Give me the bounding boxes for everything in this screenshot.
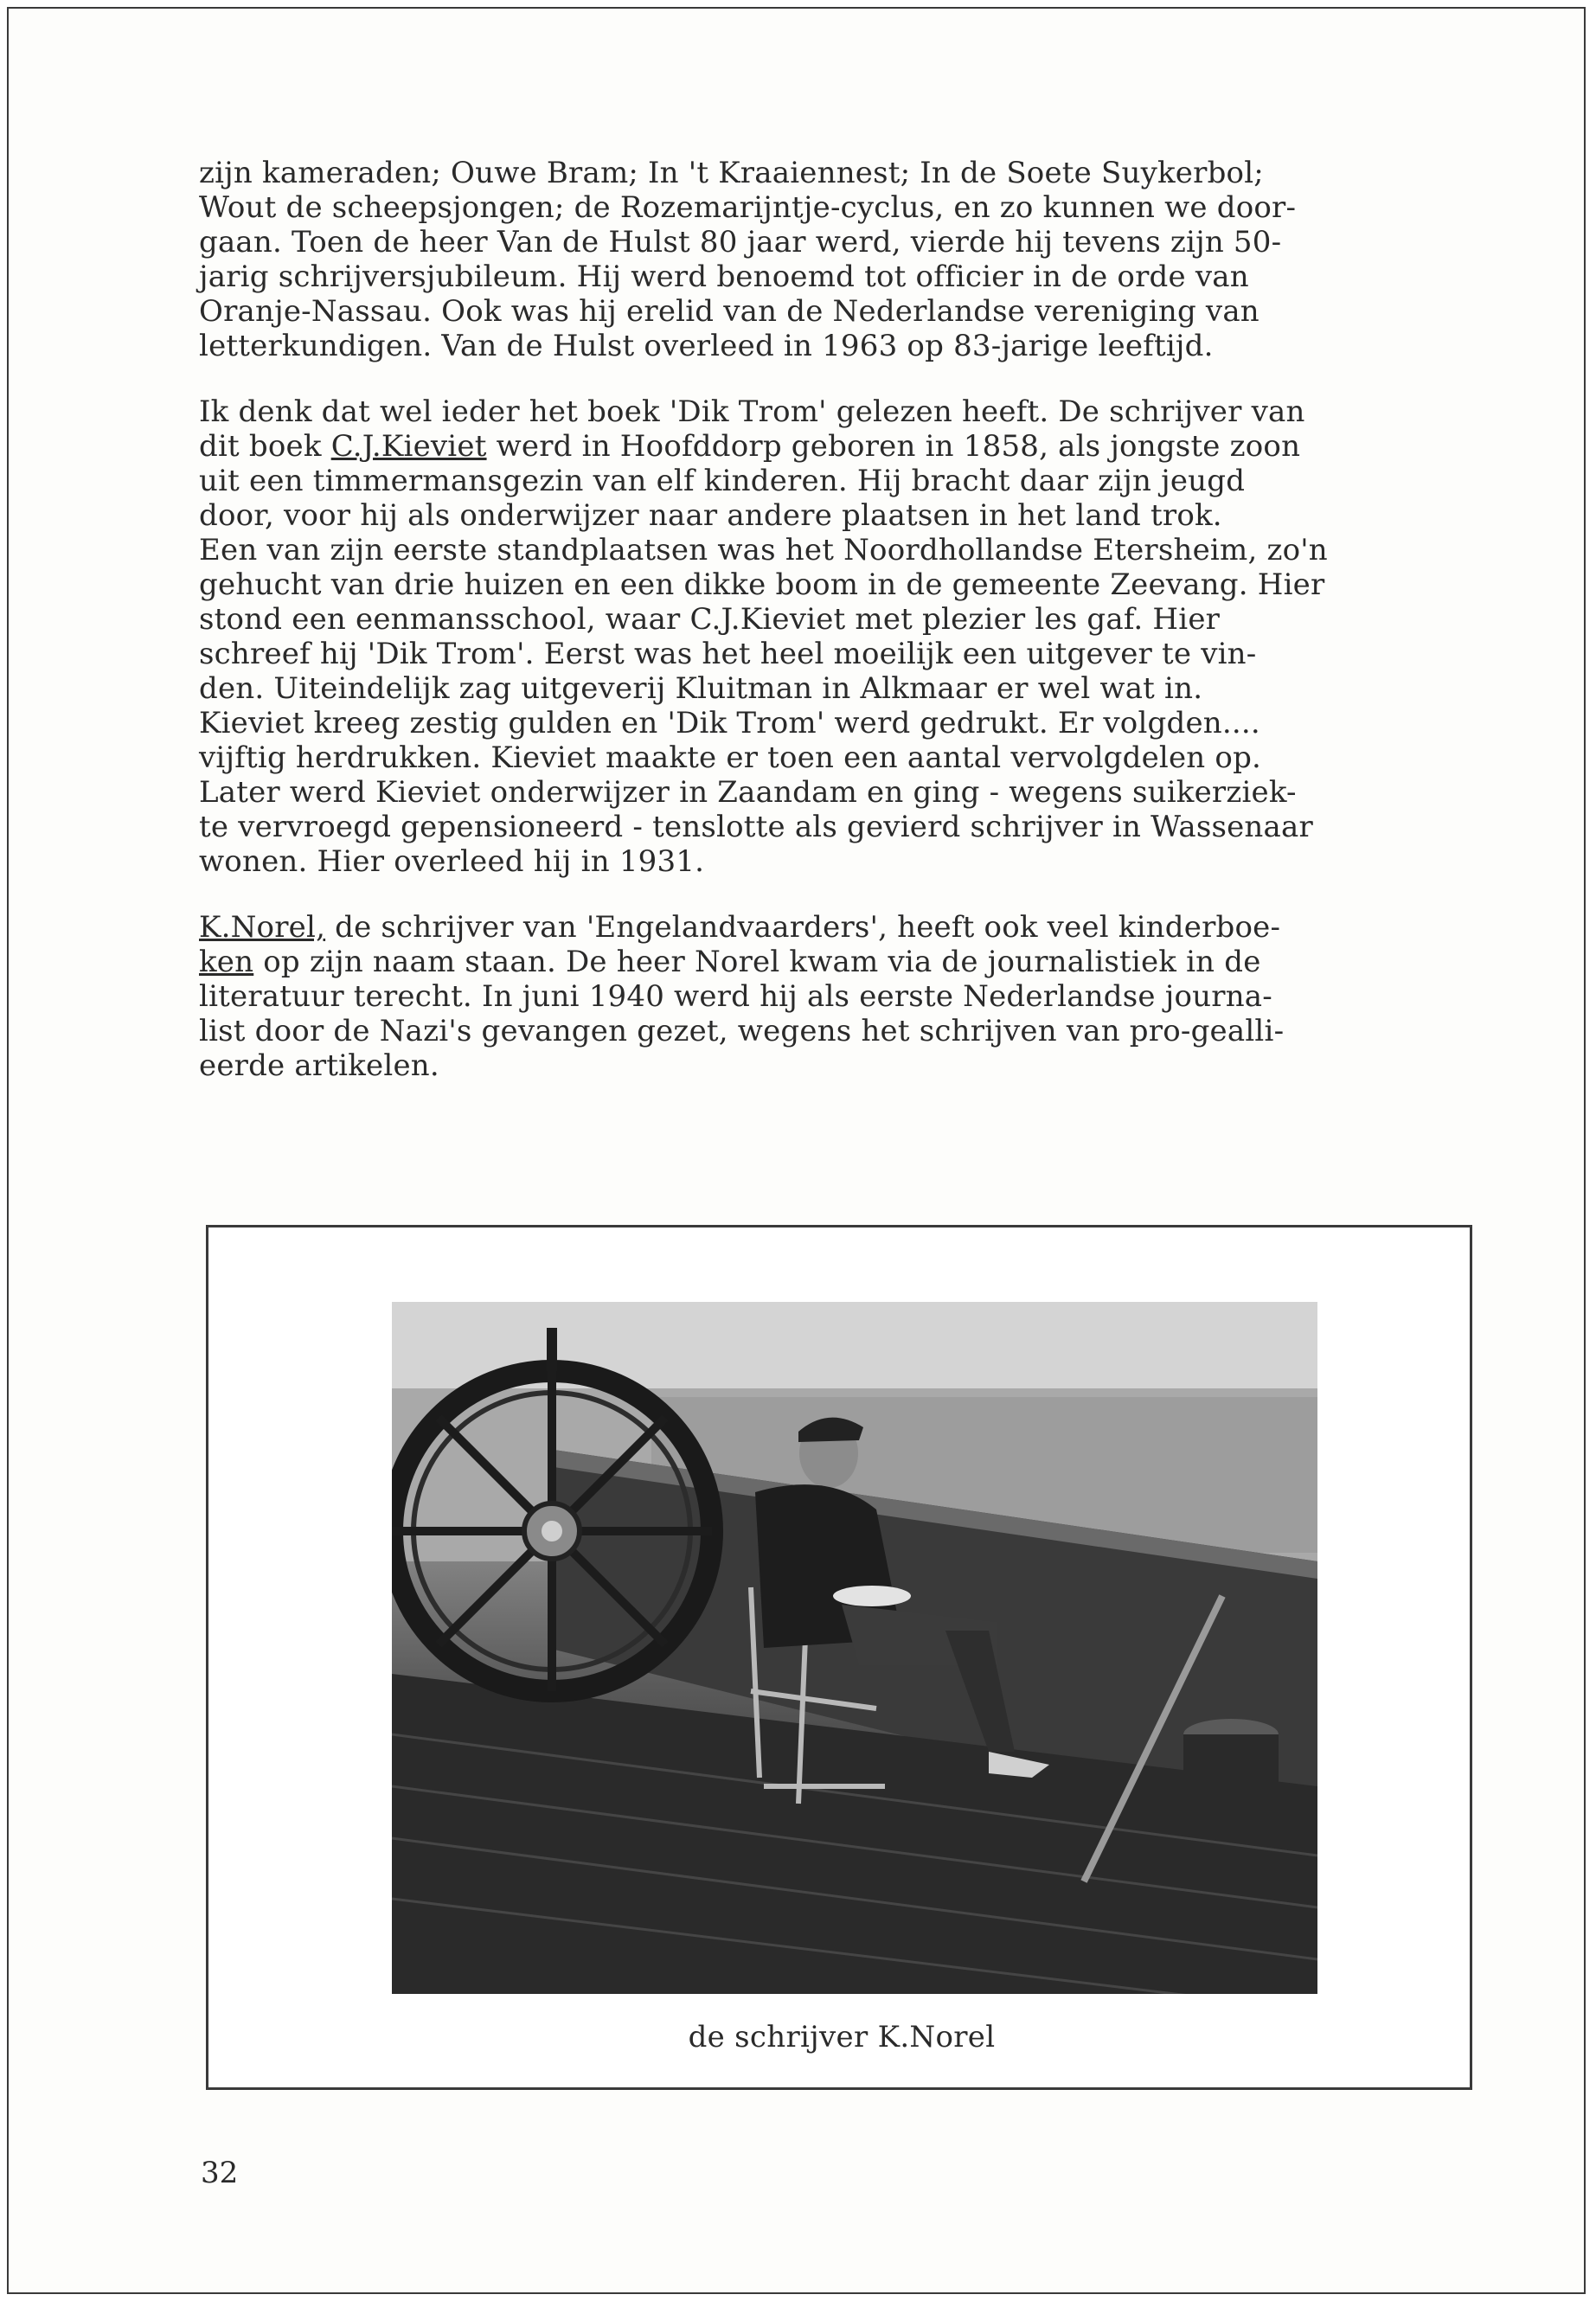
text-line: wonen. Hier overleed hij in 1931. — [199, 844, 705, 879]
paragraph-kieviet — [199, 394, 1479, 879]
text-line: jarig schrijversjubileum. Hij werd benoemd tot officier in de orde van — [199, 260, 1249, 294]
author-name-kieviet: C.J.Kieviet — [330, 429, 487, 464]
text-fragment: op zijn naam staan. De heer Norel kwam via de journalistiek in de — [253, 945, 1261, 979]
text-line: den. Uiteindelijk zag uitgeverij Kluitman in Alkmaar er wel wat in. — [199, 671, 1203, 706]
body-text — [199, 156, 1479, 1114]
text-line: te vervroegd gepensioneerd - tenslotte als gevierd schrijver in Wassenaar — [199, 810, 1313, 844]
text-line — [199, 910, 1479, 945]
text-fragment-underlined: ken — [199, 945, 254, 979]
text-line: door, voor hij als onderwijzer naar andere plaatsen in het land trok. — [199, 498, 1222, 533]
text-line: zijn kameraden; Ouwe Bram; In 't Kraaiennest; In de Soete Suykerbol; — [199, 156, 1264, 190]
text-line: gehucht van drie huizen en een dikke boom in de gemeente Zeevang. Hier — [199, 567, 1325, 602]
text-line: vijftig herdrukken. Kieviet maakte er toen een aantal vervolgdelen op. — [199, 740, 1262, 775]
paragraph-norel — [199, 910, 1479, 1083]
text-line: Kieviet kreeg zestig gulden en 'Dik Trom' werd gedrukt. Er volgden.... — [199, 706, 1260, 740]
figure-frame — [206, 1225, 1472, 2090]
text-line: stond een eenmansschool, waar C.J.Kieviet met plezier les gaf. Hier — [199, 602, 1221, 637]
text-line: eerde artikelen. — [199, 1048, 439, 1083]
text-line — [199, 429, 1479, 464]
text-line: literatuur terecht. In juni 1940 werd hij als eerste Nederlandse journa- — [199, 979, 1272, 1014]
text-line: Wout de scheepsjongen; de Rozemarijntje-cyclus, en zo kunnen we door- — [199, 190, 1297, 225]
photo-illustration — [392, 1302, 1317, 1994]
photo-norel-on-ship — [392, 1302, 1317, 1994]
text-line: Oranje-Nassau. Ook was hij erelid van de Nederlandse vereniging van — [199, 294, 1259, 329]
text-line: Later werd Kieviet onderwijzer in Zaandam en ging - wegens suikerziek- — [199, 775, 1297, 810]
text-line: letterkundigen. Van de Hulst overleed in 1963 op 83-jarige leeftijd. — [199, 329, 1214, 363]
text-line: Een van zijn eerste standplaatsen was het Noordhollandse Etersheim, zo'n — [199, 533, 1328, 567]
author-name-norel: K.Norel, — [199, 910, 326, 945]
figure-caption: de schrijver K.Norel — [688, 2020, 996, 2054]
text-fragment: dit boek — [199, 429, 331, 464]
text-fragment: werd in Hoofddorp geboren in 1858, als jongste zoon — [486, 429, 1301, 464]
paragraph-van-de-hulst — [199, 156, 1479, 363]
text-fragment: de schrijver van 'Engelandvaarders', heeft ook veel kinderboe- — [325, 910, 1281, 945]
text-line: list door de Nazi's gevangen gezet, wegens het schrijven van pro-geallі- — [199, 1014, 1285, 1048]
text-line: uit een timmermansgezin van elf kinderen. Hij bracht daar zijn jeugd — [199, 464, 1246, 498]
text-line: Ik denk dat wel ieder het boek 'Dik Trom' gelezen heeft. De schrijver van — [199, 394, 1305, 429]
text-line: gaan. Toen de heer Van de Hulst 80 jaar werd, vierde hij tevens zijn 50- — [199, 225, 1282, 260]
text-line: schreef hij 'Dik Trom'. Eerst was het heel moeilijk een uitgever te vin- — [199, 637, 1257, 671]
text-line — [199, 945, 1479, 979]
page-number: 32 — [201, 2156, 239, 2190]
